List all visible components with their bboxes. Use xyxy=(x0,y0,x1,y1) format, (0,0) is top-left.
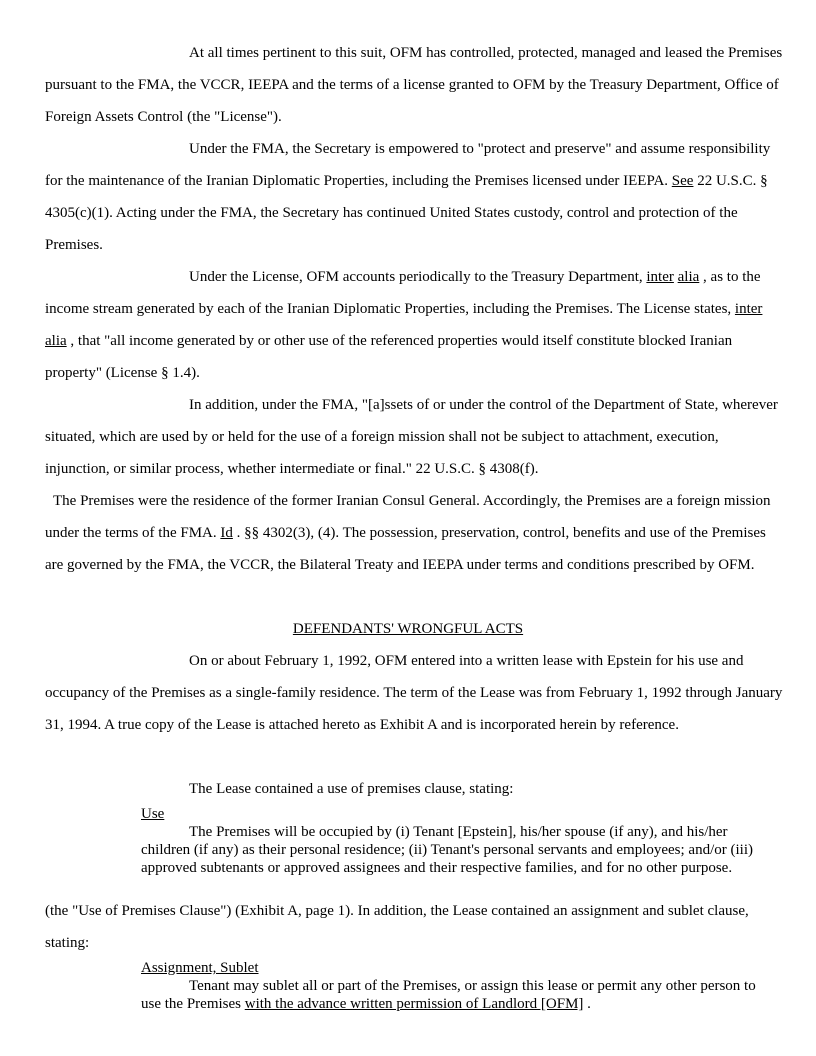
block-quote-use xyxy=(141,805,771,877)
paragraph-license: Under the License, OFM accounts periodically to the Treasury Department, inter alia , as to the income stream generated by each of the Iranian Diplomatic Properties, including the Premises. The License states, inter alia , that "all income generated by or other use of the referenced properties would itself constitute blocked Iranian property" (License § 1.4). xyxy=(45,269,763,381)
paragraph-fma-assets: In addition, under the FMA, "[a]ssets of or under the control of the Department of State, wherever situated, which are used by or held for the use of a foreign mission shall not be subject to attachment, execution, injunction, or similar process, whether intermediate or final." 22 U.S.C. § 4308(f). xyxy=(45,397,778,477)
block-quote-title: Use xyxy=(141,806,165,822)
section-heading: DEFENDANTS' WRONGFUL ACTS xyxy=(292,621,524,637)
paragraph-lease: On or about February 1, 1992, OFM entered into a written lease with Epstein for his use and occupancy of the Premises as a single-family residence. The term of the Lease was from February 1, 1992 through January 31, 1994. A true copy of the Lease is attached hereto as Exhibit A and is incorporated herein by reference. xyxy=(45,653,783,733)
citation-id: Id xyxy=(220,525,233,541)
block-quote-assignment xyxy=(141,959,771,1013)
citation-signal-see: See xyxy=(671,173,694,189)
block-quote-body: The Premises will be occupied by (i) Tenant [Epstein], his/her spouse (if any), and his/her children (if any) as their personal residence; (ii) Tenant's personal servants and employees; and/or (iii) approved subtenants or approved assignees and their respective families, and for no other purpose. xyxy=(141,824,753,876)
block-quote-body: Tenant may sublet all or part of the Premises, or assign this lease or permit any other person to use the Premises with the advance written permission of Landlord [OFM] . xyxy=(141,978,756,1012)
paragraph-ofm-control: At all times pertinent to this suit, OFM has controlled, protected, managed and leased the Premises pursuant to the FMA, the VCCR, IEEPA and the terms of a license granted to OFM by the Treasury Department, Office of Foreign Assets Control (the "License"). xyxy=(45,45,783,125)
paragraph-fma-secretary: Under the FMA, the Secretary is empowered to "protect and preserve" and assume responsibility for the maintenance of the Iranian Diplomatic Properties, including the Premises licensed under IEEPA. See 22 U.S.C. § 4305(c)(1). Acting under the FMA, the Secretary has continued United States custody, control and protection of the Premises. xyxy=(45,141,771,253)
paragraph-use-clause-intro: The Lease contained a use of premises clause, stating: xyxy=(189,781,514,797)
paragraph-premises-residence: The Premises were the residence of the former Iranian Consul General. Accordingly, the Premises are a foreign mission under the terms of the FMA. Id . §§ 4302(3), (4). The possession, preservation, control, benefits and use of the Premises are governed by the FMA, the VCCR, the Bilateral Treaty and IEEPA under terms and conditions prescribed by OFM. xyxy=(45,493,771,573)
paragraph-assignment-intro: (the "Use of Premises Clause") (Exhibit A, page 1). In addition, the Lease contained an assignment and sublet clause, stating: xyxy=(45,903,749,951)
block-quote-title: Assignment, Sublet xyxy=(141,960,259,976)
